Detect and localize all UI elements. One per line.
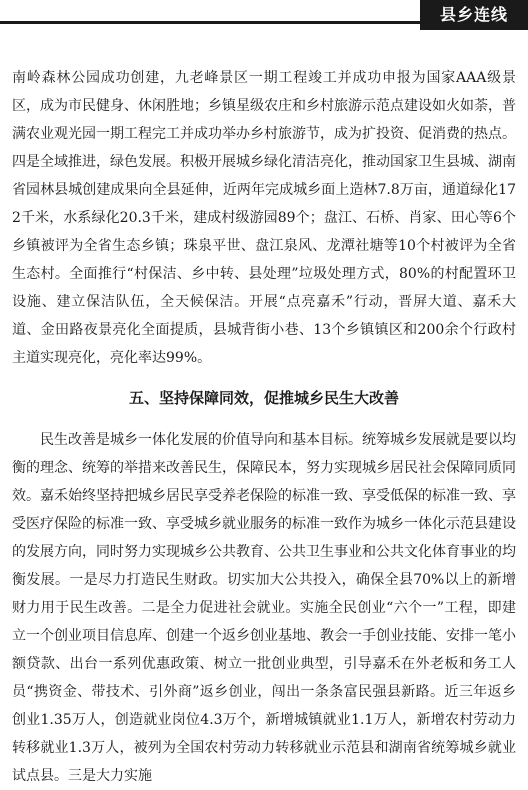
section-tag: 县乡连线: [420, 0, 528, 30]
section-heading: 五、坚持保障同效，促推城乡民生大改善: [128, 389, 399, 407]
paragraph: 民生改善是城乡一体化发展的价值导向和基本目标。统筹城乡发展就是要以均衡的理念、统筹的举措来改善民生，保障民本，努力实现城乡居民社会保障同质同效。嘉禾始终坚持把城乡居民享受养老保险的标准一致、享受低保的标准一致、享受医疗保险的标准一致、享受城乡就业服务的标准一致作为城乡一体化示范县建设的发展方向，同时努力实现城乡公共教育、公共卫生事业和公共文化体育事业的均衡发展。一是尽力打造民生财政。切实加大公共投入，确保全县70%以上的新增财力用于民生改善。二是全力促进社会就业。实施全民创业“六个一”工程，即建立一个创业项目信息库、创建一个返乡创业基地、教会一手创业技能、安排一笔小额贷款、出台一系列优惠政策、树立一批创业典型，引导嘉禾在外老板和务工人员“携资金、带技术、引外商”返乡创业，闯出一条条富民强县新路。近三年返乡创业1.35万人，创造就业岗位4.3万个，新增城镇就业1.1万人，新增农村劳动力转移就业1.3万人，被列为全国农村劳动力转移就业示范县和湖南省统筹城乡就业试点县。三是大力实施: [12, 432, 516, 784]
article-body: [12, 64, 516, 790]
paragraph-continued: 南岭森林公园成功创建，九老峰景区一期工程竣工并成功申报为国家AAA级景区，成为市民健身、休闲胜地；乡镇星级农庄和乡村旅游示范点建设如火如荼，普满农业观光园一期工程完工并成功举办乡村旅游节，成为扩投资、促消费的热点。四是全域推进，绿色发展。积极开展城乡绿化清洁亮化，推动国家卫生县城、湖南省园林县城创建成果向全县延伸，近两年完成城乡面上造林7.8万亩，通道绿化172千米，水系绿化20.3千米，建成村级游园89个；盘江、石桥、肖家、田心等6个乡镇被评为全省生态乡镇；珠泉平世、盘江泉风、龙潭社塘等10个村被评为全省生态村。全面推行“村保洁、乡中转、县处理”垃圾处理方式，80%的村配置环卫设施、建立保洁队伍，全天候保洁。开展“点亮嘉禾”行动，晋屏大道、嘉禾大道、金田路夜景亮化全面提质，县城背街小巷、13个乡镇镇区和200余个行政村主道实现亮化，亮化率达99%。: [12, 70, 516, 366]
page-header: [0, 0, 528, 30]
